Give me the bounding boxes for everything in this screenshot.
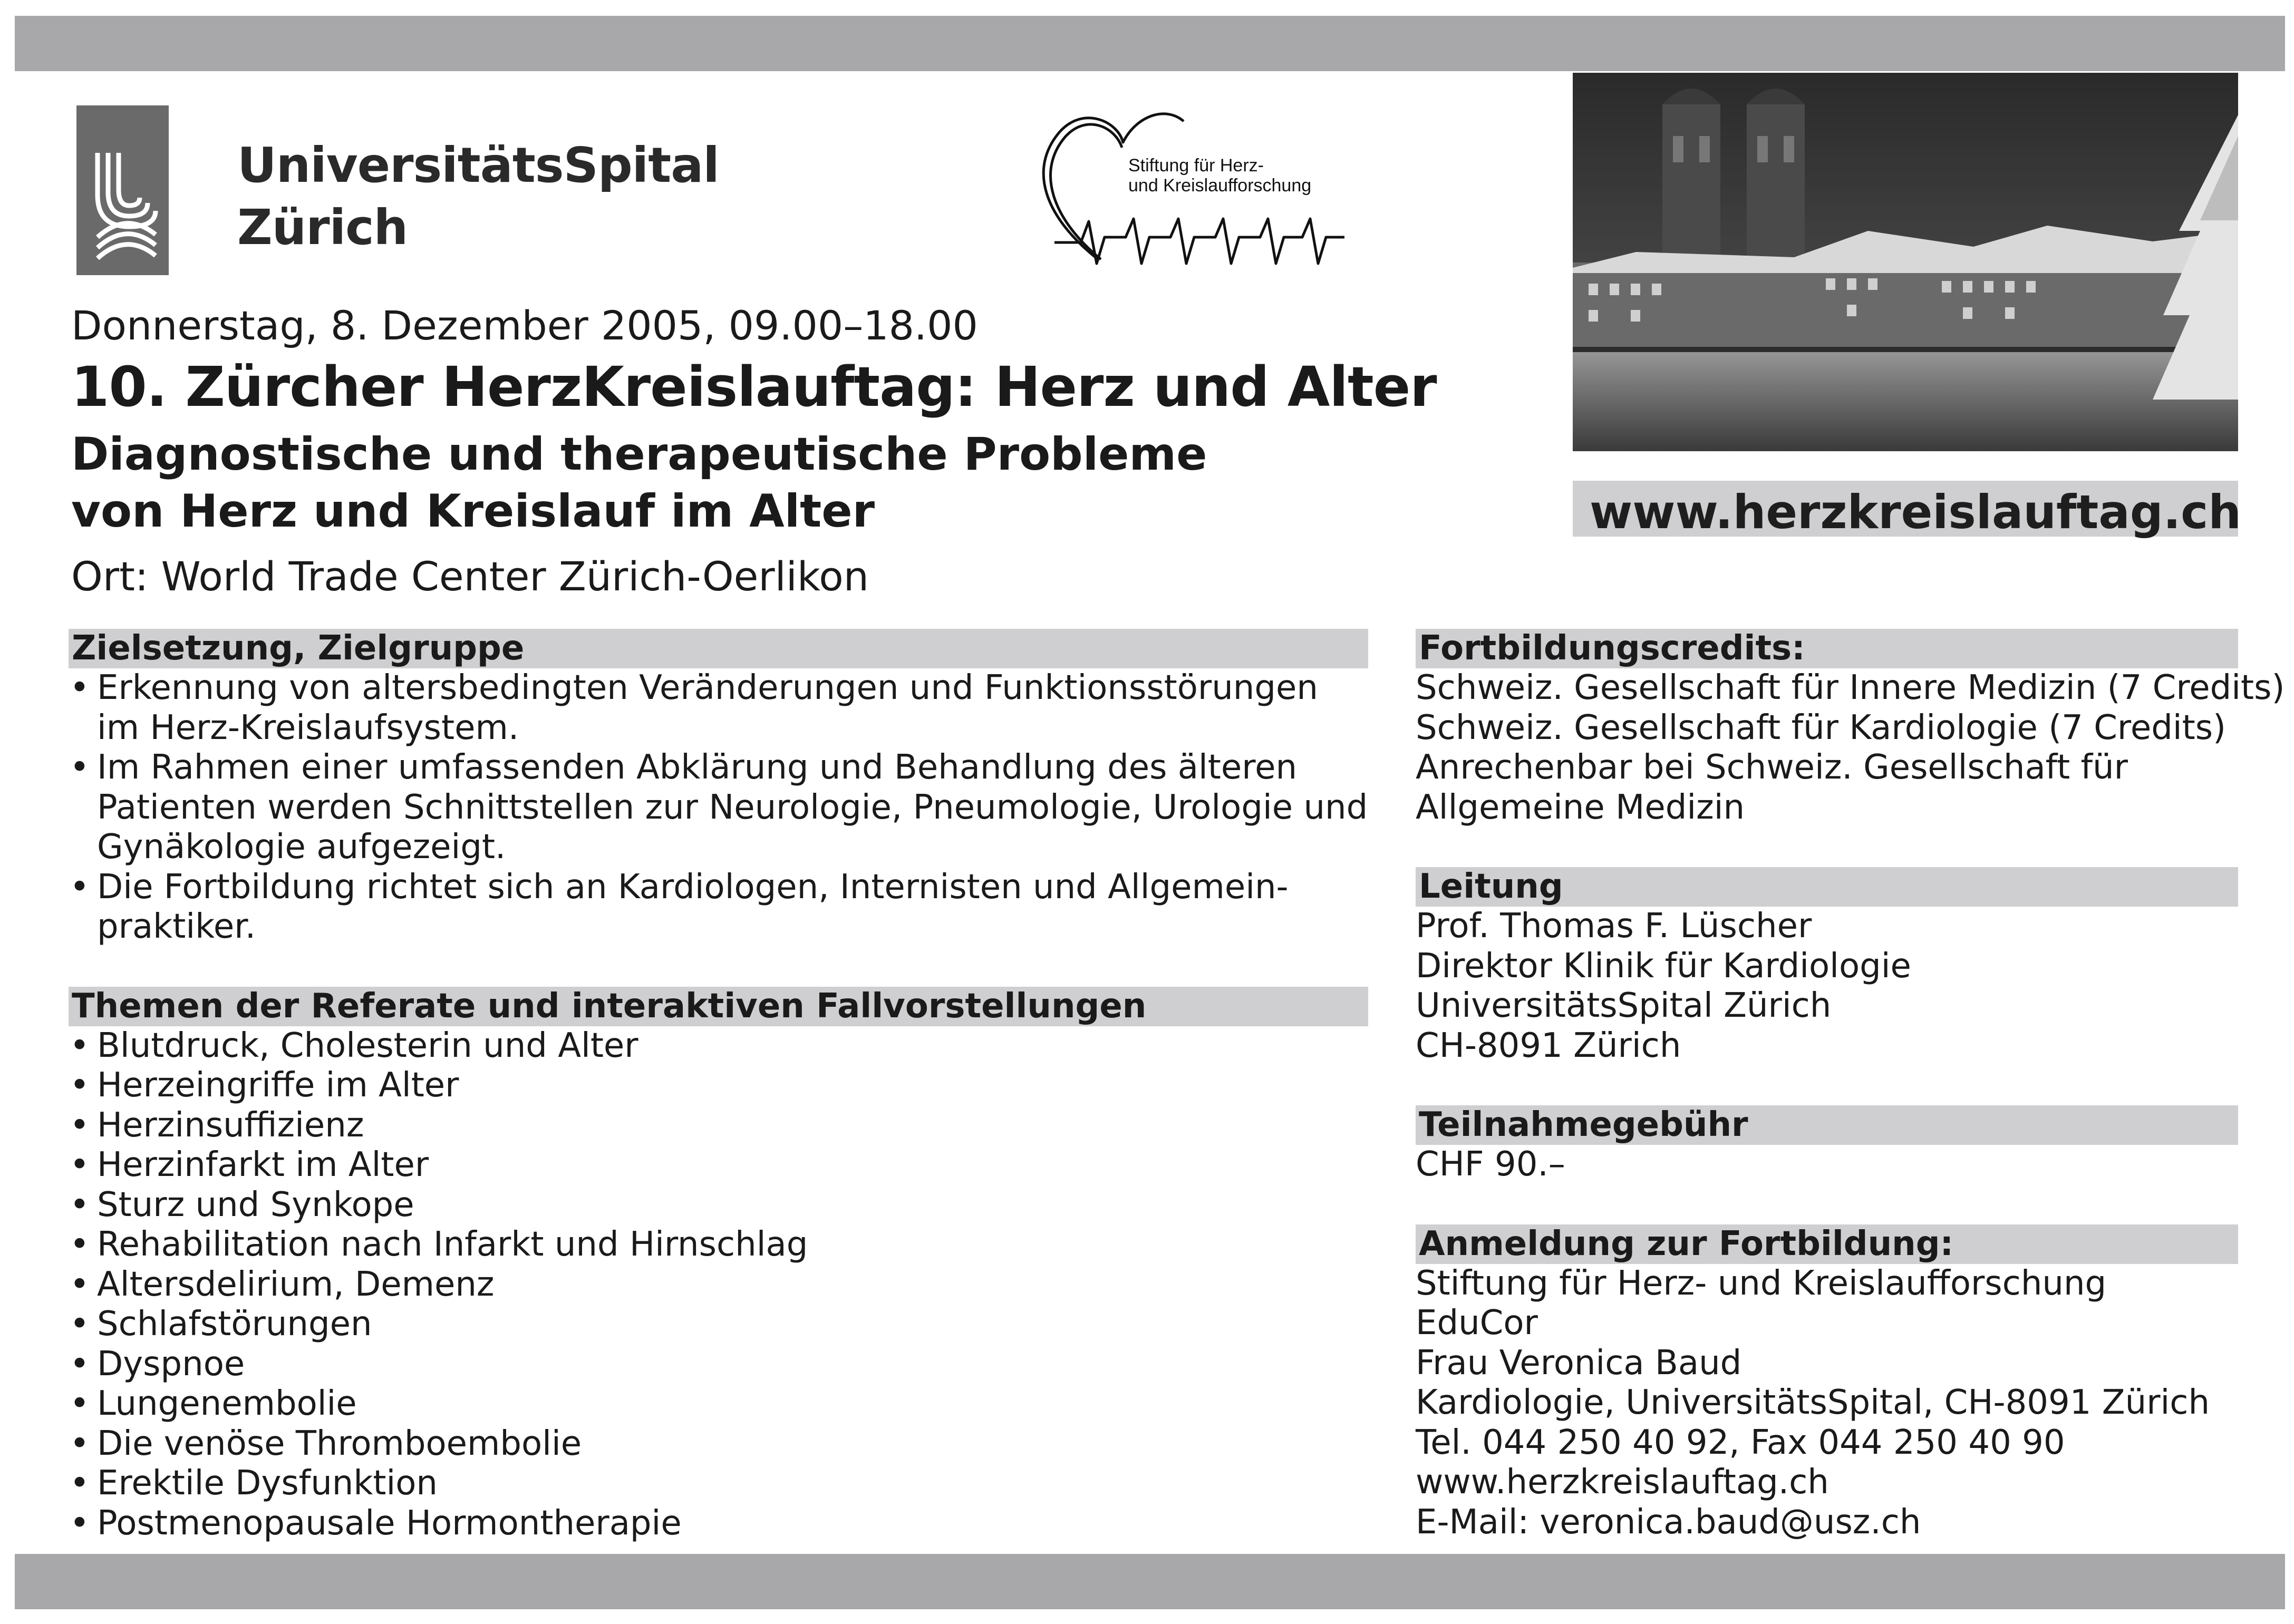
- anmeldung-email-link[interactable]: E-Mail: veronica.baud@usz.ch: [1416, 1502, 1921, 1542]
- gebuehr-lines: [1416, 1145, 2238, 1185]
- list-item: • Lungenembolie: [69, 1384, 1368, 1424]
- leitung-lines: [1416, 907, 2238, 1066]
- list-item: • Herzinfarkt im Alter: [69, 1145, 1368, 1185]
- event-subtitle: [71, 426, 1442, 540]
- usz-logo-name: [237, 134, 719, 259]
- credits-line: Schweiz. Gesellschaft für Kardiologie (7 Credits): [1416, 708, 2226, 747]
- anmeldung-phone-fax: Tel. 044 250 40 92, Fax 044 250 40 90: [1416, 1423, 2065, 1462]
- stiftung-line2: und Kreislaufforschung: [1128, 176, 1312, 196]
- usz-logo-line1: UniversitätsSpital: [237, 137, 719, 193]
- section-heading-themen: Themen der Referate und interaktiven Fallvorstellungen: [69, 987, 1368, 1026]
- list-item: • Die venöse Thromboembolie: [69, 1424, 1368, 1464]
- left-column: [69, 629, 1368, 1543]
- usz-logo-mark: [76, 105, 169, 275]
- leitung-line: Direktor Klinik für Kardiologie: [1416, 946, 1911, 986]
- anmeldung-line: EduCor: [1416, 1304, 1538, 1343]
- event-subtitle-line1: Diagnostische und therapeutische Probleme: [71, 428, 1207, 481]
- section-heading-gebuehr: Teilnahmegebühr: [1416, 1105, 2238, 1145]
- anmeldung-line: Stiftung für Herz- und Kreislaufforschung: [1416, 1263, 2107, 1303]
- anmeldung-lines: [1416, 1264, 2238, 1543]
- top-band: [15, 16, 2285, 71]
- usz-logo: [76, 105, 719, 279]
- gebuehr-line: CHF 90.–: [1416, 1145, 1565, 1184]
- stiftung-logo-text: [1128, 155, 1311, 196]
- list-item: • Im Rahmen einer umfassenden Abklärung und Behandlung des älteren Patienten werden Schnittstellen zur Neurologie, Pneumologie, Urologie und Gynäkologie aufgezeigt.: [69, 748, 1368, 868]
- section-heading-credits: Fortbildungscredits:: [1416, 629, 2238, 668]
- event-subtitle-line2: von Herz und Kreislauf im Alter: [71, 485, 875, 538]
- list-item: • Dyspnoe: [69, 1345, 1368, 1385]
- list-item: • Herzinsuffizienz: [69, 1106, 1368, 1146]
- zurich-night-photo: [1573, 73, 2238, 451]
- event-location: Ort: World Trade Center Zürich-Oerlikon: [71, 553, 869, 600]
- credits-line: Schweiz. Gesellschaft für Innere Medizin (7 Credits): [1416, 668, 2285, 707]
- leitung-line: UniversitätsSpital Zürich: [1416, 986, 1832, 1025]
- heart-ecg-icon: [1033, 105, 1360, 295]
- section-heading-anmeldung: Anmeldung zur Fortbildung:: [1416, 1224, 2238, 1264]
- list-item: • Herzeingriffe im Alter: [69, 1066, 1368, 1106]
- zielsetzung-list: [69, 668, 1368, 947]
- credits-line: Anrechenbar bei Schweiz. Gesellschaft für: [1416, 748, 2128, 787]
- list-item: • Altersdelirium, Demenz: [69, 1265, 1368, 1305]
- themen-list: [69, 1026, 1368, 1544]
- list-item: • Erektile Dysfunktion: [69, 1464, 1368, 1504]
- usz-logo-line2: Zürich: [237, 199, 408, 256]
- leitung-line: CH-8091 Zürich: [1416, 1026, 1681, 1065]
- website-link[interactable]: www.herzkreislauftag.ch: [1590, 485, 2241, 539]
- right-column: [1416, 629, 2285, 1542]
- credits-line: Allgemeine Medizin: [1416, 787, 1745, 827]
- stiftung-logo: [1033, 105, 1360, 295]
- credits-lines: [1416, 668, 2285, 828]
- event-date: Donnerstag, 8. Dezember 2005, 09.00–18.00: [71, 302, 978, 349]
- list-item: • Rehabilitation nach Infarkt und Hirnschlag: [69, 1225, 1368, 1265]
- list-item: • Schlafstörungen: [69, 1305, 1368, 1345]
- event-title: 10. Zürcher HerzKreislauftag: Herz und Alter: [71, 355, 1437, 419]
- leitung-line: Prof. Thomas F. Lüscher: [1416, 907, 1812, 946]
- section-heading-leitung: Leitung: [1416, 867, 2238, 907]
- list-item: • Die Fortbildung richtet sich an Kardiologen, Internisten und Allgemein-praktiker.: [69, 868, 1368, 947]
- anmeldung-line: Kardiologie, UniversitätsSpital, CH-8091 Zürich: [1416, 1383, 2210, 1422]
- list-item: • Sturz und Synkope: [69, 1185, 1368, 1226]
- stiftung-line1: Stiftung für Herz-: [1128, 155, 1264, 176]
- bottom-band: [15, 1554, 2285, 1609]
- section-heading-zielsetzung: Zielsetzung, Zielgruppe: [69, 629, 1368, 668]
- list-item: • Blutdruck, Cholesterin und Alter: [69, 1026, 1368, 1066]
- list-item: • Postmenopausale Hormontherapie: [69, 1504, 1368, 1544]
- list-item: • Erkennung von altersbedingten Veränderungen und Funktionsstörungen im Herz-Kreislaufsystem.: [69, 668, 1368, 748]
- anmeldung-website-link[interactable]: www.herzkreislauftag.ch: [1416, 1463, 1829, 1502]
- anmeldung-line: Frau Veronica Baud: [1416, 1343, 1742, 1383]
